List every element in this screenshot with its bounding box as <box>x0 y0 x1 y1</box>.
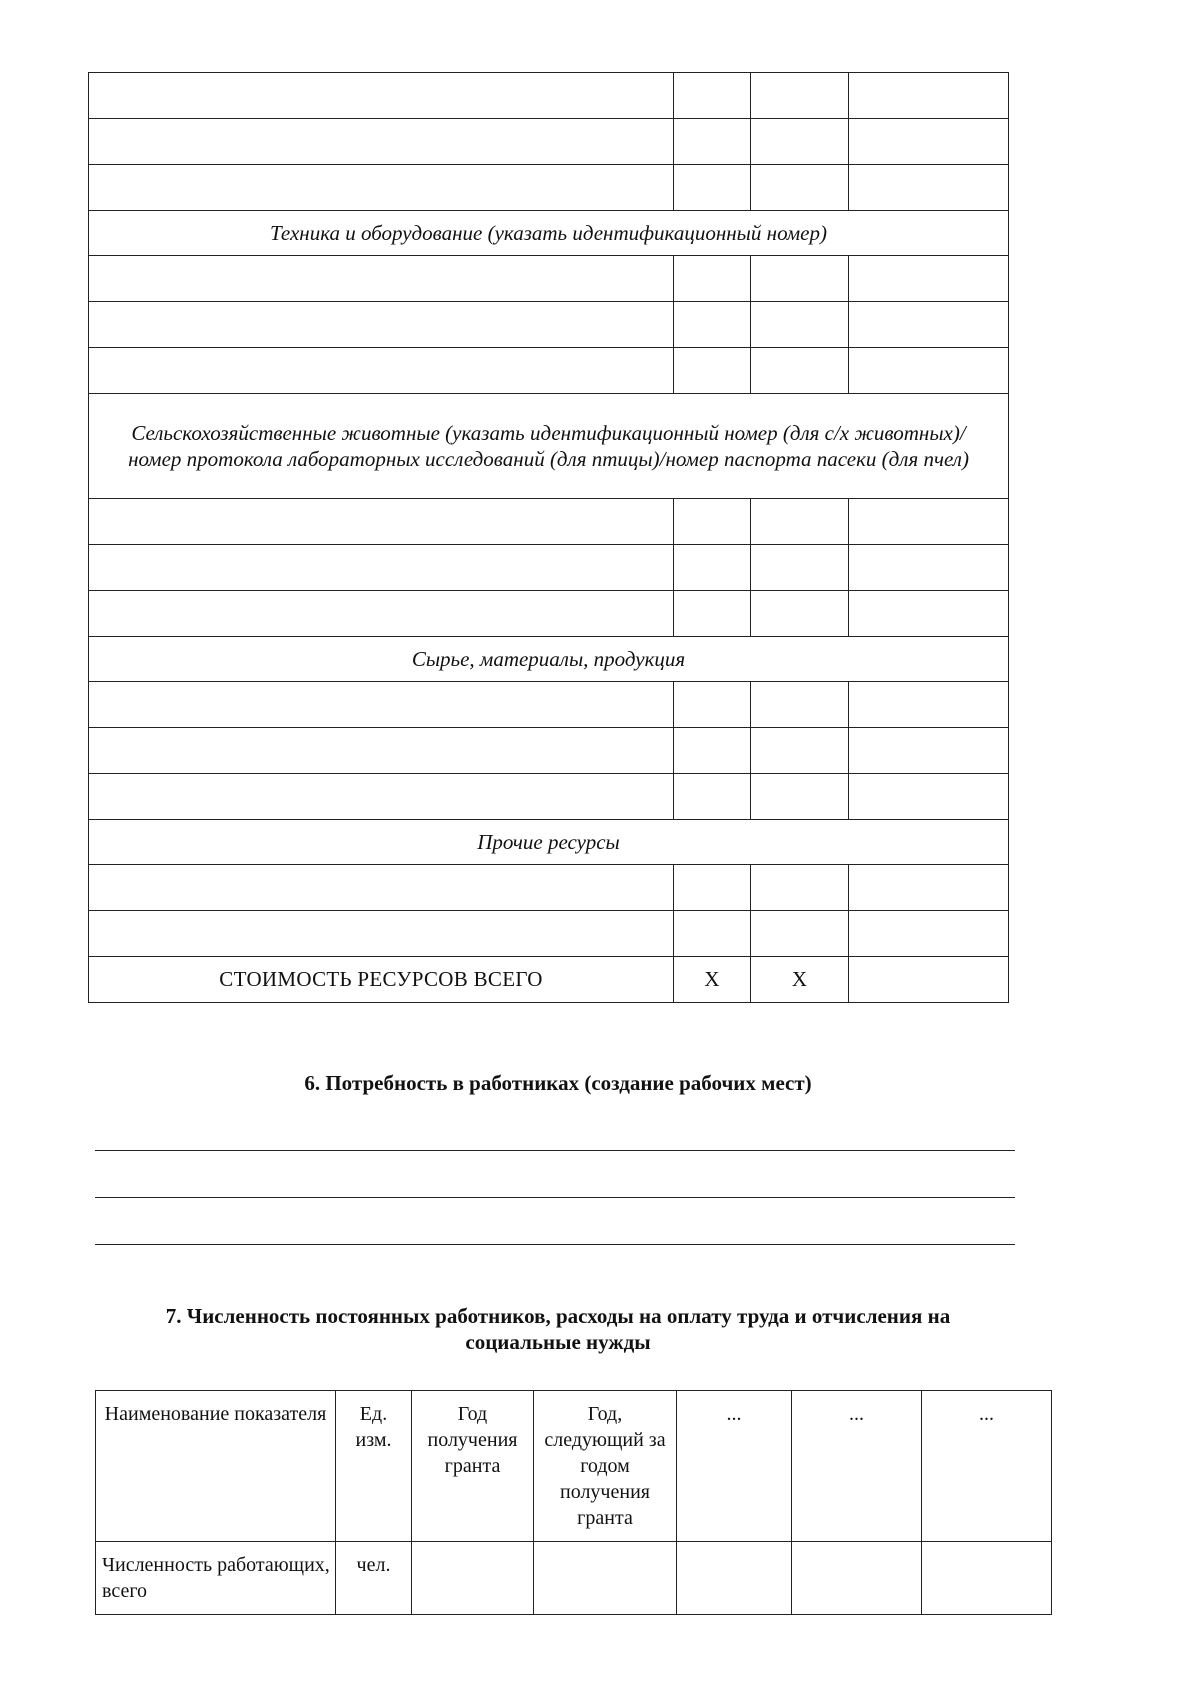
section-row-animals <box>89 394 1009 499</box>
table-row <box>89 73 1009 119</box>
section-title-equipment: Техника и оборудование (указать идентификационный номер) <box>89 211 1009 256</box>
table-row <box>89 256 1009 302</box>
section-title-materials: Сырье, материалы, продукция <box>89 637 1009 682</box>
table-row <box>89 545 1009 591</box>
total-x-mark: X <box>674 957 751 1003</box>
section-row-materials <box>89 637 1009 682</box>
table-row <box>89 165 1009 211</box>
fill-line[interactable] <box>95 1197 1015 1198</box>
section-title-animals: Сельскохозяйственные животные (указать идентификационный номер (для с/х животных)/номер протокола лабораторных исследований (для птицы)/номер паспорта пасеки (для пчел) <box>89 394 1009 499</box>
section6-title: 6. Потребность в работниках (создание рабочих мест) <box>304 1071 812 1095</box>
resource-name-cell[interactable] <box>89 119 674 165</box>
section-row-equipment <box>89 211 1009 256</box>
col-header-ellipsis: ... <box>792 1391 922 1542</box>
table-row <box>89 911 1009 957</box>
table-row <box>89 682 1009 728</box>
table-row <box>89 348 1009 394</box>
total-value-cell[interactable] <box>849 957 1009 1003</box>
section7-title <box>88 1303 1028 1355</box>
col-header-ellipsis: ... <box>677 1391 792 1542</box>
staff-table <box>95 1390 1052 1615</box>
section-row-other <box>89 820 1009 865</box>
col-header-name: Наименование показателя <box>96 1391 336 1542</box>
fill-line[interactable] <box>95 1150 1015 1151</box>
total-label: СТОИМОСТЬ РЕСУРСОВ ВСЕГО <box>89 957 674 1003</box>
total-x-mark: X <box>751 957 849 1003</box>
col-header-ellipsis: ... <box>922 1391 1052 1542</box>
table-row <box>89 499 1009 545</box>
section7-title-line2: социальные нужды <box>465 1330 651 1354</box>
fill-line[interactable] <box>95 1244 1015 1245</box>
resource-name-cell[interactable] <box>89 73 674 119</box>
table-row <box>89 591 1009 637</box>
row-name: Численность работающих, всего <box>96 1542 336 1615</box>
row-unit: чел. <box>336 1542 412 1615</box>
table-row <box>89 302 1009 348</box>
table-row <box>89 774 1009 820</box>
table-row <box>96 1542 1052 1615</box>
resources-table <box>88 72 1009 1003</box>
resource-name-cell[interactable] <box>89 165 674 211</box>
section-title-other: Прочие ресурсы <box>89 820 1009 865</box>
col-header-grant-year: Год получения гранта <box>412 1391 534 1542</box>
table-row <box>89 119 1009 165</box>
table-row <box>89 728 1009 774</box>
section7-title-line1: 7. Численность постоянных работников, расходы на оплату труда и отчисления на <box>165 1304 951 1328</box>
total-row <box>89 957 1009 1003</box>
table-header-row <box>96 1391 1052 1542</box>
table-row <box>89 865 1009 911</box>
col-header-next-year: Год, следующий за годом получения гранта <box>534 1391 677 1542</box>
col-header-unit: Ед. изм. <box>336 1391 412 1542</box>
